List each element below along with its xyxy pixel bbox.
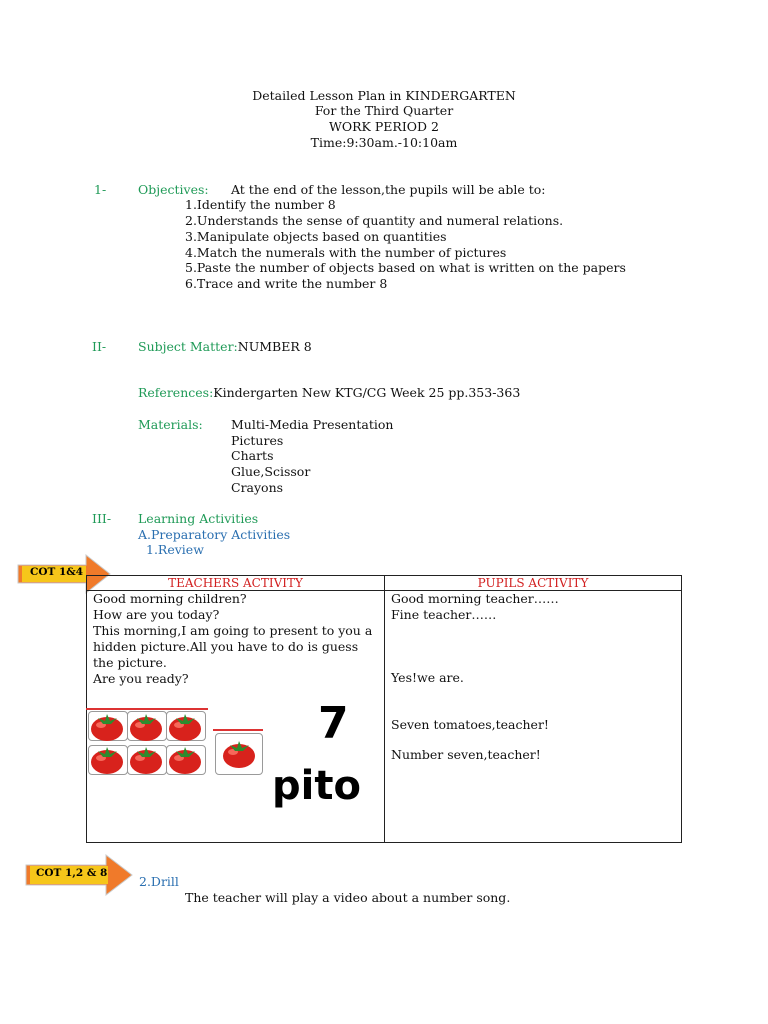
lesson-quarter: For the Third Quarter: [314, 103, 454, 118]
objectives-numeral: 1-: [94, 182, 107, 197]
objective-item: 3.Manipulate objects based on quantities: [185, 229, 447, 244]
references-label: References:: [138, 385, 214, 400]
objectives-intro: At the end of the lesson,the pupils will be able to:: [231, 182, 546, 197]
lesson-title: Detailed Lesson Plan in KINDERGARTEN: [252, 88, 516, 103]
review-heading: 1.Review: [146, 542, 204, 557]
preparatory-heading: A.Preparatory Activities: [138, 527, 291, 542]
teacher-activity-header: TEACHERS ACTIVITY: [87, 576, 385, 591]
drill-text: The teacher will play a video about a number song.: [185, 890, 511, 905]
material-item: Multi-Media Presentation: [231, 417, 394, 432]
materials-label: Materials:: [138, 417, 203, 432]
subject-numeral: II-: [92, 339, 107, 354]
objective-item: 1.Identify the number 8: [185, 197, 336, 212]
tomato-icon: [169, 747, 201, 774]
objective-item: 2.Understands the sense of quantity and numeral relations.: [185, 213, 564, 228]
pupil-activity-header: PUPILS ACTIVITY: [385, 576, 682, 591]
teacher-line: Good morning children?: [93, 591, 247, 606]
teacher-line: How are you today?: [93, 607, 220, 622]
tomato-icon: [223, 741, 255, 768]
tomato-icon: [91, 714, 123, 741]
material-item: Pictures: [231, 433, 284, 448]
subject-label: Subject Matter:: [138, 339, 238, 354]
pupil-line: Fine teacher……: [391, 607, 497, 622]
tomato-icon: [130, 747, 162, 774]
material-item: Crayons: [231, 480, 284, 495]
activities-label: Learning Activities: [138, 511, 259, 526]
lesson-time: Time:9:30am.-10:10am: [310, 135, 458, 150]
drill-heading: 2.Drill: [139, 874, 179, 889]
pupil-line: Seven tomatoes,teacher!: [391, 717, 549, 732]
tomato-icon: [91, 747, 123, 774]
subject-value: NUMBER 8: [237, 339, 312, 354]
activities-numeral: III-: [92, 511, 112, 526]
objectives-label: Objectives:: [138, 182, 209, 197]
teacher-line: This morning,I am going to present to you a hidden picture.All you have to do is guess the picture.: [93, 623, 373, 670]
picture-numeral: 7: [318, 698, 349, 749]
tomato-icon: [169, 714, 201, 741]
material-item: Glue,Scissor: [231, 464, 311, 479]
work-period: WORK PERIOD 2: [329, 119, 439, 134]
objective-item: 6.Trace and write the number 8: [185, 276, 388, 291]
pupil-line: Good morning teacher……: [391, 591, 559, 606]
tomato-icon: [130, 714, 162, 741]
material-item: Charts: [231, 448, 274, 463]
references-value: Kindergarten New KTG/CG Week 25 pp.353-363: [213, 385, 521, 400]
objective-item: 5.Paste the number of objects based on what is written on the papers: [185, 260, 626, 275]
pupil-line: Yes!we are.: [391, 670, 464, 685]
cot-arrow-tag: [22, 853, 136, 899]
cot-label: COT 1,2 & 8: [36, 867, 108, 879]
pupil-line: Number seven,teacher!: [391, 747, 541, 762]
objective-item: 4.Match the numerals with the number of pictures: [185, 245, 507, 260]
cot-label: COT 1&4: [30, 566, 84, 578]
teacher-line: Are you ready?: [93, 671, 189, 686]
picture-word: pito: [272, 763, 361, 809]
